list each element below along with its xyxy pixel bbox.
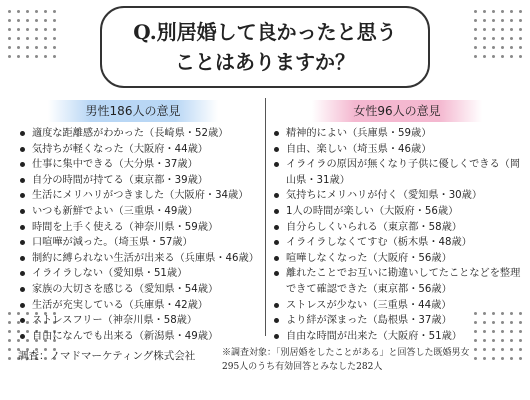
dot <box>26 55 29 58</box>
opinion-item <box>272 235 522 251</box>
decorative-dots-top-right <box>474 10 524 60</box>
dot <box>8 19 11 22</box>
opinion-text: 仕事に集中できる（大分県・37歳） <box>32 159 198 171</box>
dot <box>501 28 504 31</box>
opinion-text: 時間を上手く使える（神奈川県・59歳） <box>32 221 219 233</box>
bullet-icon <box>20 256 25 261</box>
opinion-item <box>272 220 522 236</box>
dot <box>501 10 504 13</box>
dot <box>510 357 513 360</box>
dot <box>35 37 38 40</box>
dot <box>492 10 495 13</box>
dot <box>501 55 504 58</box>
opinion-text: 自由、楽しい（埼玉県・46歳） <box>286 143 432 155</box>
bullet-icon <box>20 147 25 152</box>
dot <box>53 46 56 49</box>
men-opinions-column <box>18 100 263 344</box>
opinion-text: 気持ちにメリハリが付く（愛知県・30歳） <box>286 190 483 202</box>
dot <box>44 55 47 58</box>
column-divider <box>265 98 266 336</box>
opinion-item <box>272 157 522 188</box>
bullet-icon <box>20 193 25 198</box>
decorative-dots-top-left <box>8 10 58 60</box>
question-title-line-2: ことはありますか？ <box>175 50 355 74</box>
opinion-item <box>272 266 522 297</box>
dot <box>474 55 477 58</box>
opinion-text: 適度な距離感がわかった（長崎県・52歳） <box>32 128 229 139</box>
dot <box>26 37 29 40</box>
dot <box>8 28 11 31</box>
dot <box>8 348 11 351</box>
dot <box>8 357 11 360</box>
opinion-item <box>272 142 522 158</box>
dot <box>474 19 477 22</box>
opinion-item <box>18 251 263 267</box>
dot <box>53 19 56 22</box>
survey-note-line-1: ※調査対象：「別居婚をしたことがある」と回答した既婚男女 <box>222 348 470 358</box>
dot <box>53 37 56 40</box>
opinion-text: 1人の時間が楽しい（大阪府・56歳） <box>286 205 459 217</box>
dot <box>35 19 38 22</box>
dot <box>44 37 47 40</box>
dot <box>519 46 522 49</box>
bullet-icon <box>20 178 25 183</box>
opinion-item <box>18 266 263 282</box>
dot <box>510 37 513 40</box>
survey-note <box>222 346 470 374</box>
women-opinions-column <box>272 100 522 344</box>
dot <box>501 348 504 351</box>
opinion-text: イライラの原因が無くなり子供に優しくできる（岡山県・31歳） <box>286 159 521 186</box>
dot <box>483 28 486 31</box>
bullet-icon <box>20 334 25 339</box>
opinion-item <box>18 235 263 251</box>
dot <box>26 46 29 49</box>
opinion-text: 自分の時間が持てる（東京都・39歳） <box>32 174 208 186</box>
bullet-icon <box>274 271 279 276</box>
dot <box>483 19 486 22</box>
dot <box>510 28 513 31</box>
opinion-text: 気持ちが軽くなった（大阪府・44歳） <box>32 143 208 155</box>
dot <box>519 28 522 31</box>
dot <box>510 348 513 351</box>
bullet-icon <box>20 209 25 214</box>
dot <box>510 10 513 13</box>
opinion-text: 生活が充実している（兵庫県・42歳） <box>32 299 208 311</box>
dot <box>35 10 38 13</box>
dot <box>26 28 29 31</box>
dot <box>492 55 495 58</box>
dot <box>519 19 522 22</box>
dot <box>8 55 11 58</box>
opinion-text: 口喧嘩が減った。（埼玉県・57歳） <box>32 237 193 249</box>
opinion-item <box>18 188 263 204</box>
dot <box>510 46 513 49</box>
bullet-icon <box>20 271 25 276</box>
bullet-icon <box>20 225 25 230</box>
dot <box>17 46 20 49</box>
dot <box>8 46 11 49</box>
dot <box>519 37 522 40</box>
opinion-text: 自由になんでも出来る（新潟県・49歳） <box>32 330 219 342</box>
opinion-text: イライラしない（愛知県・51歳） <box>32 268 188 280</box>
bullet-icon <box>274 318 279 323</box>
bullet-icon <box>274 162 279 167</box>
dot <box>519 10 522 13</box>
opinion-text: 制約に縛られない生活が出来る（兵庫県・46歳） <box>32 252 259 264</box>
opinion-item <box>18 126 263 142</box>
bullet-icon <box>274 225 279 230</box>
dot <box>8 339 11 342</box>
dot <box>501 19 504 22</box>
dot <box>26 10 29 13</box>
opinion-text: ストレスが少ない（三重県・44歳） <box>286 299 452 311</box>
dot <box>519 348 522 351</box>
question-title-line-1: Q.別居婚して良かったと思う <box>133 20 397 44</box>
opinion-text: 家族の大切さを感じる（愛知県・54歳） <box>32 283 219 295</box>
dot <box>17 19 20 22</box>
opinion-text: 自由な時間が出来た（大阪府・51歳） <box>286 330 462 342</box>
women-opinions-list <box>272 126 522 344</box>
bullet-icon <box>274 240 279 245</box>
dot <box>483 357 486 360</box>
dot <box>17 37 20 40</box>
dot <box>35 28 38 31</box>
opinion-item <box>272 251 522 267</box>
bullet-icon <box>20 162 25 167</box>
bullet-icon <box>274 131 279 136</box>
dot <box>474 348 477 351</box>
dot <box>501 37 504 40</box>
dot <box>492 348 495 351</box>
opinion-item <box>272 188 522 204</box>
survey-note-line-2: 295人のうち有効回答とみなした282人 <box>222 362 383 372</box>
opinion-text: 離れたことでお互いに勘違いしてたことなどを整理できて確認できた（東京都・56歳） <box>286 268 521 295</box>
dot <box>53 28 56 31</box>
dot <box>501 46 504 49</box>
men-opinions-header: 男性186人の意見 <box>48 100 218 122</box>
opinion-item <box>18 173 263 189</box>
question-title-box <box>100 6 430 88</box>
dot <box>17 55 20 58</box>
opinion-item <box>18 329 263 345</box>
opinion-item <box>272 329 522 345</box>
dot <box>474 357 477 360</box>
dot <box>492 37 495 40</box>
opinion-text: 自分らしくいられる（東京都・58歳） <box>286 221 462 233</box>
dot <box>8 312 11 315</box>
bullet-icon <box>274 209 279 214</box>
bullet-icon <box>274 147 279 152</box>
opinion-text: ストレスフリー（神奈川県・58歳） <box>32 315 198 327</box>
dot <box>8 10 11 13</box>
opinion-text: より絆が深まった（島根県・37歳） <box>286 315 452 327</box>
opinion-item <box>272 204 522 220</box>
dot <box>483 37 486 40</box>
opinion-item <box>18 282 263 298</box>
dot <box>492 19 495 22</box>
dot <box>474 37 477 40</box>
dot <box>474 46 477 49</box>
opinion-item <box>272 298 522 314</box>
dot <box>44 19 47 22</box>
dot <box>53 10 56 13</box>
survey-source: 調査：ノマドマーケティング株式会社 <box>18 350 196 362</box>
bullet-icon <box>274 256 279 261</box>
dot <box>519 55 522 58</box>
bullet-icon <box>20 318 25 323</box>
bullet-icon <box>274 334 279 339</box>
dot <box>474 28 477 31</box>
dot <box>474 10 477 13</box>
dot <box>44 46 47 49</box>
opinion-item <box>18 298 263 314</box>
dot <box>53 55 56 58</box>
bullet-icon <box>20 287 25 292</box>
bullet-icon <box>274 303 279 308</box>
dot <box>492 46 495 49</box>
opinion-text: いつも新鮮でよい（三重県・49歳） <box>32 205 198 217</box>
dot <box>510 55 513 58</box>
dot <box>17 10 20 13</box>
dot <box>483 10 486 13</box>
dot <box>483 46 486 49</box>
dot <box>519 357 522 360</box>
dot <box>8 330 11 333</box>
opinion-item <box>18 157 263 173</box>
opinion-item <box>272 313 522 329</box>
opinion-item <box>18 313 263 329</box>
dot <box>35 46 38 49</box>
opinion-item <box>272 126 522 142</box>
dot <box>492 357 495 360</box>
dot <box>510 19 513 22</box>
opinion-item <box>18 220 263 236</box>
opinion-item <box>18 142 263 158</box>
bullet-icon <box>274 193 279 198</box>
dot <box>44 10 47 13</box>
opinion-text: イライラしなくてすむ（栃木県・48歳） <box>286 237 472 249</box>
dot <box>35 55 38 58</box>
women-opinions-header: 女性96人の意見 <box>312 100 482 122</box>
bullet-icon <box>20 131 25 136</box>
opinion-item <box>18 204 263 220</box>
opinion-text: 喧嘩しなくなった（大阪府・56歳） <box>286 252 452 264</box>
men-opinions-list <box>18 126 263 344</box>
dot <box>26 19 29 22</box>
dot <box>492 28 495 31</box>
dot <box>17 28 20 31</box>
dot <box>483 348 486 351</box>
dot <box>44 28 47 31</box>
dot <box>483 55 486 58</box>
dot <box>8 321 11 324</box>
dot <box>501 357 504 360</box>
opinion-text: 精神的によい（兵庫県・59歳） <box>286 128 432 139</box>
dot <box>8 37 11 40</box>
opinion-text: 生活にメリハリがつきました（大阪府・34歳） <box>32 190 249 202</box>
bullet-icon <box>20 240 25 245</box>
bullet-icon <box>20 303 25 308</box>
